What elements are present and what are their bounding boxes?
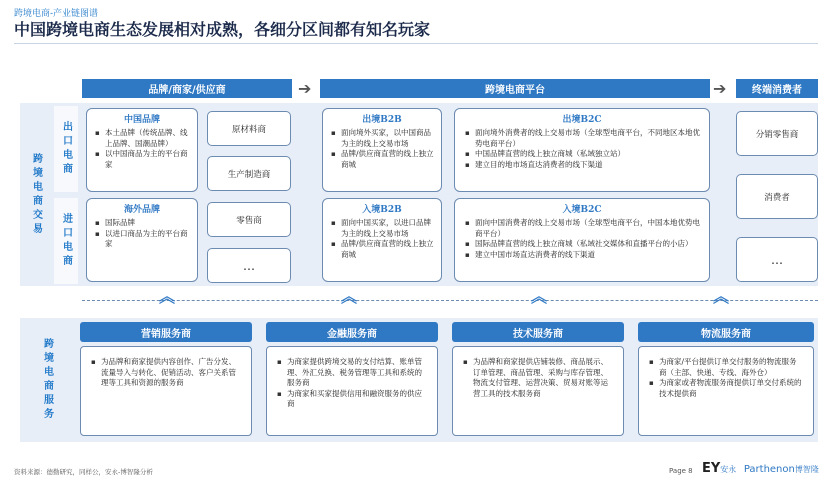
trade-side-label-text: 跨境电商交易 <box>30 152 42 237</box>
consumer-box-distributor: 分销零售商 <box>736 111 818 156</box>
chevron-up-icon: ︽ <box>712 287 729 306</box>
service-list <box>277 357 427 410</box>
import-b2c-card <box>454 198 710 282</box>
import-b2b-list <box>331 218 435 260</box>
services-side-label-text: 跨境电商服务 <box>41 338 53 422</box>
list-item: ▪ 面向中国买家，以进口品牌为主的线上交易市场 <box>331 218 435 239</box>
service-list <box>91 357 241 389</box>
consumer-box-more: … <box>736 237 818 282</box>
brand-column-header: 品牌/商家/供应商 <box>82 79 292 98</box>
export-label <box>54 106 78 192</box>
platform-column-header: 跨境电商平台 <box>320 79 710 98</box>
list-item: ▪ 为商家或者物流服务商提供订单交付系统的技术提供商 <box>649 378 803 399</box>
export-b2c-list <box>465 128 701 170</box>
china-brand-card <box>86 108 198 192</box>
service-list <box>649 357 803 399</box>
list-item: ▪ 面向中国消费者的线上交易市场（全球型电商平台，中国本地优势电商平台） <box>465 218 701 239</box>
export-b2b-list <box>331 128 435 170</box>
list-item: ▪ 为品牌和商家提供内容创作、广告分发、流量导入与转化、促销活动、客户关系管理等工具和资源的服务商 <box>91 357 241 389</box>
overseas-brand-list <box>95 218 191 250</box>
chevron-up-icon: ︽ <box>340 287 357 306</box>
logo-brand: Parthenon <box>743 464 795 475</box>
source-note: 资料来源：德勤研究，同样公，安永-博智隆分析 <box>14 468 153 476</box>
import-label-text: 进口电商 <box>60 213 72 269</box>
consumer-column-header: 终端消费者 <box>736 79 818 98</box>
list-item: ▪ 以中国商品为主的平台商家 <box>95 149 191 170</box>
trade-side-label <box>22 103 50 286</box>
supplier-box-more: … <box>207 248 291 283</box>
import-b2c-title: 入境B2C <box>562 205 602 215</box>
list-item: ▪ 建立目的地市场直达消费者的线下渠道 <box>465 160 701 171</box>
import-label <box>54 198 78 284</box>
export-b2b-card <box>322 108 442 192</box>
export-b2c-card <box>454 108 710 192</box>
import-b2c-list <box>465 218 701 260</box>
overseas-brand-title: 海外品牌 <box>123 205 160 215</box>
list-item: ▪ 为品牌和商家提供店铺装修、商品展示、订单管理、商品管理、采购与库存管理、物流支付管理、运营决策、贸易对账等运营工具的技术服务商 <box>463 357 613 399</box>
overseas-brand-card <box>86 198 198 282</box>
supplier-box-manufacturer: 生产制造商 <box>207 156 291 191</box>
import-b2b-title: 入境B2B <box>362 205 402 215</box>
list-item: ▪ 为商家和买家提供信用和融资服务的供应商 <box>277 389 427 410</box>
title-rule <box>14 43 818 44</box>
list-item: ▪ 建立中国市场直达消费者的线下渠道 <box>465 250 701 261</box>
china-brand-title: 中国品牌 <box>123 115 160 125</box>
arrow-right-icon: ➔ <box>713 79 727 98</box>
export-b2b-title: 出境B2B <box>362 115 402 125</box>
logo-sub: 安永 <box>720 465 737 474</box>
list-item: ▪ 为商家提供跨境交易的支付结算、账单管理、外汇兑换、税务管理等工具和系统的服务商 <box>277 357 427 389</box>
export-b2c-title: 出境B2C <box>562 115 602 125</box>
service-header-finance: 金融服务商 <box>266 322 438 342</box>
list-item: ▪ 国际品牌 <box>95 218 191 229</box>
list-item: ▪ 品牌/供应商直营的线上独立商城 <box>331 239 435 260</box>
service-card-tech <box>452 346 624 436</box>
page-number: Page 8 <box>669 467 693 475</box>
kicker-label: 跨境电商-产业链图谱 <box>14 9 99 19</box>
service-card-marketing <box>80 346 252 436</box>
import-b2b-card <box>322 198 442 282</box>
list-item: ▪ 以进口商品为主的平台商家 <box>95 229 191 250</box>
supplier-box-retailer: 零售商 <box>207 202 291 237</box>
ey-parthenon-logo <box>702 461 819 476</box>
page-title: 中国跨境电商生态发展相对成熟，各细分区间都有知名玩家 <box>14 20 431 39</box>
list-item: ▪ 面向境外消费者的线上交易市场（全球型电商平台，不同地区本地优势电商平台） <box>465 128 701 149</box>
consumer-box-consumer: 消费者 <box>736 174 818 219</box>
export-label-text: 出口电商 <box>60 121 72 177</box>
service-header-tech: 技术服务商 <box>452 322 624 342</box>
list-item: ▪ 面向境外买家，以中国商品为主的线上交易市场 <box>331 128 435 149</box>
list-item: ▪ 本土品牌（传统品牌、线上品牌、国潮品牌） <box>95 128 191 149</box>
supplier-box-raw-materials: 原材料商 <box>207 111 291 146</box>
list-item: ▪ 品牌/供应商直营的线上独立商城 <box>331 149 435 170</box>
service-header-marketing: 营销服务商 <box>80 322 252 342</box>
service-list <box>463 357 613 399</box>
service-card-finance <box>266 346 438 436</box>
arrow-right-icon: ➔ <box>298 79 312 98</box>
logo-main: EY <box>702 461 721 476</box>
list-item: ▪ 国际品牌直营的线上独立商城（私域社交媒体和直播平台的小店） <box>465 239 701 250</box>
logo-brand-cn: 博智隆 <box>794 465 819 474</box>
china-brand-list <box>95 128 191 170</box>
list-item: ▪ 中国品牌直营的线上独立商城（私域独立站） <box>465 149 701 160</box>
services-side-label <box>22 318 72 442</box>
service-header-logistics: 物流服务商 <box>638 322 814 342</box>
list-item: ▪ 为商家/平台提供订单交付服务的物流服务商（主部、快递、专线、海外仓） <box>649 357 803 378</box>
chevron-up-icon: ︽ <box>530 287 547 306</box>
service-card-logistics <box>638 346 814 436</box>
chevron-up-icon: ︽ <box>158 287 175 306</box>
